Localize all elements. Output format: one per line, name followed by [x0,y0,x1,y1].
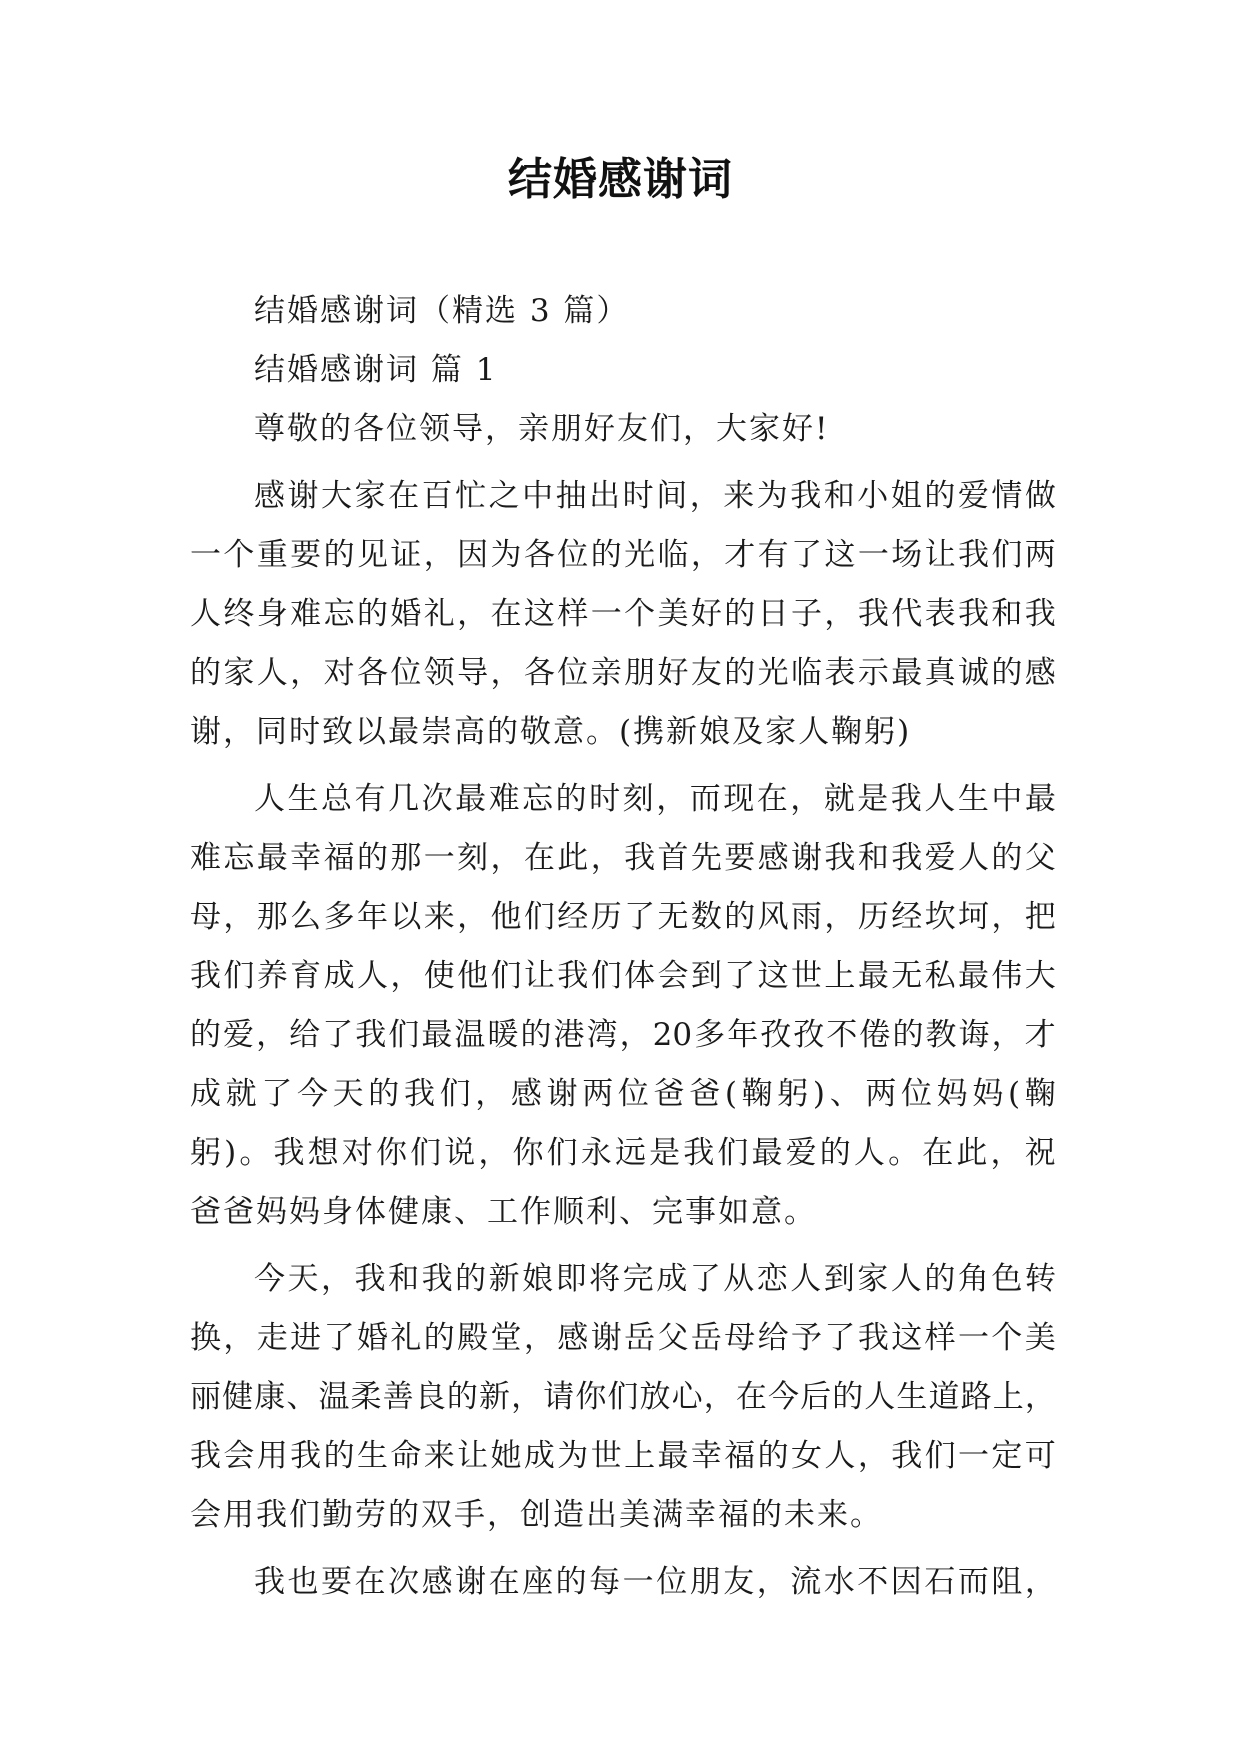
paragraph-gap [190,1545,1056,1553]
text-line: 尊敬的各位领导，亲朋好友们，大家好! [254,411,830,447]
text-line: 感 谢 大 家 在 百 忙 之 中 抽 出 时 间 ， 来 为 我 和 小 姐 的 爱 情 做 [254,478,1056,514]
text-line: 的 家 人 ， 对 各 位 领 导 ， 各 位 亲 朋 好 友 的 光 临 表 示 最 真 诚 的 感 [190,655,1056,691]
text-line: 难 忘 最 幸 福 的 那 一 刻 ， 在 此 ， 我 首 先 要 感 谢 我 和 我 爱 人 的 父 [190,840,1056,876]
text-line: 成 就 了 今 天 的 我 们 ， 感 谢 两 位 爸 爸 ( 鞠 躬 ) 、 两 位 妈 妈 ( 鞠 [190,1076,1056,1112]
text-line: 丽 健 康 、 温 柔 善 良 的 新 ， 请 你 们 放 心 ， 在 今 后 的 人 生 道 路 上 ， [190,1379,1056,1415]
text-line: 爸爸妈妈身体健康、工作顺利、完事如意。 [190,1194,817,1230]
paragraph-gap [190,459,1056,467]
text-line: 人 生 总 有 几 次 最 难 忘 的 时 刻 ， 而 现 在 ， 就 是 我 人 生 中 最 [254,781,1056,817]
paragraph-gap [190,762,1056,770]
text-line: 今 天 ， 我 和 我 的 新 娘 即 将 完 成 了 从 恋 人 到 家 人 的 角 色 转 [254,1261,1056,1297]
text-line: 躬 ) 。 我 想 对 你 们 说 ， 你 们 永 远 是 我 们 最 爱 的 人 。 在 此 ， 祝 [190,1135,1056,1171]
text-line: 结婚感谢词（精选 3 篇） [254,293,630,329]
document-body [190,282,1056,1612]
text-line: 人 终 身 难 忘 的 婚 礼 ， 在 这 样 一 个 美 好 的 日 子 ， 我 代 表 我 和 我 [190,596,1056,632]
document-title: 结婚感谢词 [508,154,733,205]
text-line: 结婚感谢词 篇 1 [254,352,498,388]
text-line: 我 也 要 在 次 感 谢 在 座 的 每 一 位 朋 友 ， 流 水 不 因 石 而 阻 ， [254,1564,1056,1600]
text-line: 会用我们勤劳的双手，创造出美满幸福的未来。 [190,1497,883,1533]
text-line: 我 们 养 育 成 人 ， 使 他 们 让 我 们 体 会 到 了 这 世 上 最 无 私 最 伟 大 [190,958,1056,994]
paragraph-gap [190,1242,1056,1250]
text-line: 一 个 重 要 的 见 证 ， 因 为 各 位 的 光 临 ， 才 有 了 这 一 场 让 我 们 两 [190,537,1056,573]
text-line: 换 ， 走 进 了 婚 礼 的 殿 堂 ， 感 谢 岳 父 岳 母 给 予 了 我 这 样 一 个 美 [190,1320,1056,1356]
text-line: 母 ， 那 么 多 年 以 来 ， 他 们 经 历 了 无 数 的 风 雨 ， 历 经 坎 坷 ， 把 [190,899,1056,935]
text-line: 谢，同时致以最崇高的敬意。(携新娘及家人鞠躬) [190,714,912,750]
text-line: 的 爱 ， 给 了 我 们 最 温 暖 的 港 湾 ， 20 多 年 孜 孜 不 倦 的 教 诲 ， 才 [190,1017,1056,1053]
text-line: 我 会 用 我 的 生 命 来 让 她 成 为 世 上 最 幸 福 的 女 人 ， 我 们 一 定 可 [190,1438,1056,1474]
